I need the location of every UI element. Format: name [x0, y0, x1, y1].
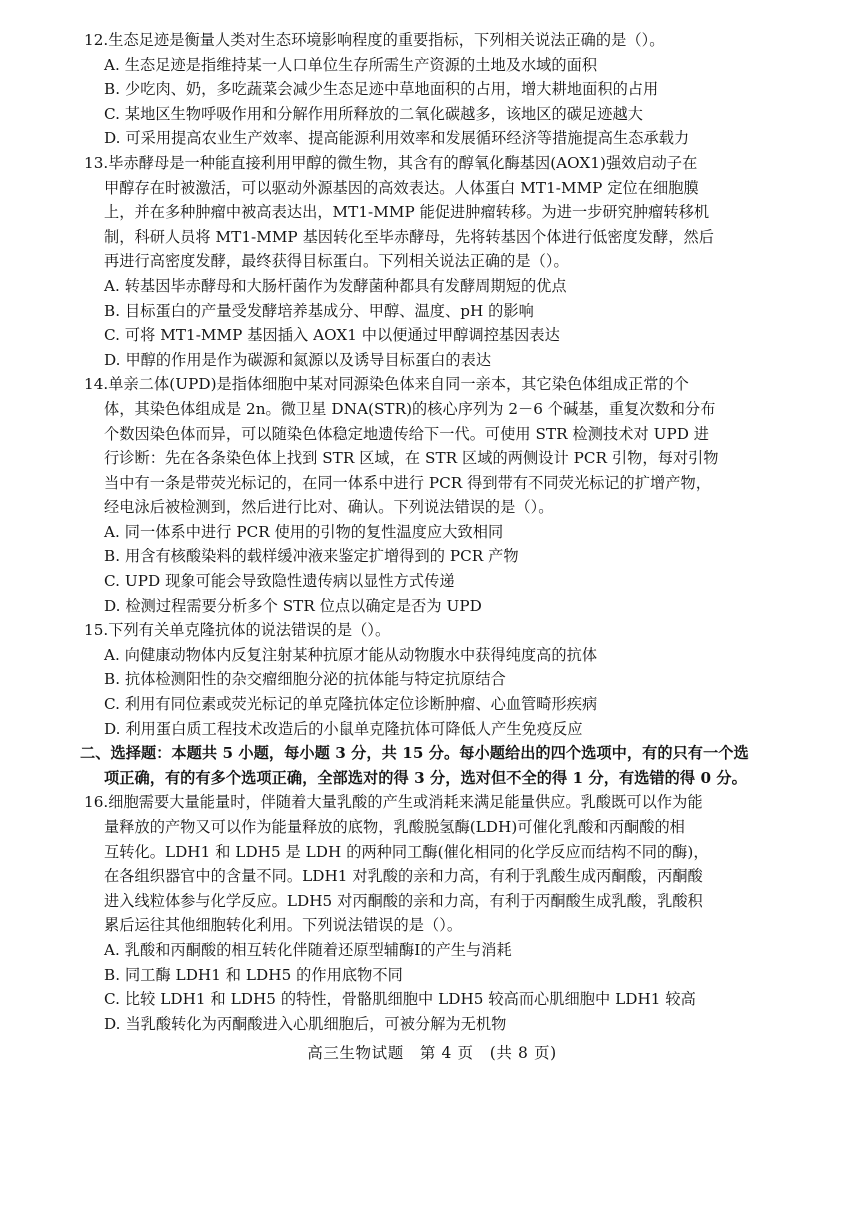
option-d: D. 检测过程需要分析多个 STR 位点以确定是否为 UPD: [104, 596, 482, 615]
question-stem-line: 累后运往其他细胞转化利用。下列说法错误的是（）。: [104, 916, 463, 935]
option-c: C. 利用有同位素或荧光标记的单克隆抗体定位诊断肿瘤、心血管畸形疾病: [104, 695, 598, 714]
option-a: A. 转基因毕赤酵母和大肠杆菌作为发酵菌种都具有发酵周期短的优点: [104, 276, 567, 295]
option-a: A. 乳酸和丙酮酸的相互转化伴随着还原型辅酶Ⅰ的产生与消耗: [104, 940, 512, 959]
option-d: D. 可采用提高农业生产效率、提高能源利用效率和发展循环经济等措施提高生态承载力: [104, 129, 690, 148]
question-stem-line: 甲醇存在时被激活，可以驱动外源基因的高效表达。人体蛋白 MT1-MMP 定位在细胞膜: [104, 178, 699, 197]
question-stem-line: 在各组织器官中的含量不同。LDH1 对乳酸的亲和力高，有利于乳酸生成丙酮酸，丙酮酸: [104, 867, 703, 886]
option-c: C. 某地区生物呼吸作用和分解作用所释放的二氧化碳越多，该地区的碳足迹越大: [104, 104, 643, 123]
option-d: D. 利用蛋白质工程技术改造后的小鼠单克隆抗体可降低人产生免疫反应: [104, 719, 583, 738]
question-stem-line: 当中有一条是带荧光标记的，在同一体系中进行 PCR 得到带有不同荧光标记的扩增产物，: [104, 473, 711, 492]
question-stem-line: 13.毕赤酵母是一种能直接利用甲醇的微生物，其含有的醇氧化酶基因(AOX1)强效启动子在: [84, 153, 698, 172]
question-15: [84, 618, 790, 741]
question-stem: 15.下列有关单克隆抗体的说法错误的是（）。: [84, 621, 391, 640]
option-b: B. 目标蛋白的产量受发酵培养基成分、甲醇、温度、pH 的影响: [104, 301, 534, 320]
question-stem-line: 行诊断：先在各条染色体上找到 STR 区域，在 STR 区域的两侧设计 PCR 引物，每对引物: [104, 449, 719, 468]
option-a: A. 向健康动物体内反复注射某种抗原才能从动物腹水中获得纯度高的抗体: [104, 645, 598, 664]
question-16: [84, 790, 790, 1036]
question-stem-line: 14.单亲二体(UPD)是指体细胞中某对同源染色体来自同一亲本，其它染色体组成正常的个: [84, 375, 689, 394]
question-stem-line: 经电泳后被检测到，然后进行比对、确认。下列说法错误的是（）。: [104, 498, 554, 517]
section-heading-line: 项正确，有的有多个选项正确，全部选对的得 3 分，选对但不全的得 1 分，有选错的得 0 分。: [104, 768, 747, 787]
question-stem-line: 互转化。LDH1 和 LDH5 是 LDH 的两种同工酶(催化相同的化学反应而结构不同的酶)，: [104, 842, 709, 861]
question-stem-line: 16.细胞需要大量能量时，伴随着大量乳酸的产生或消耗来满足能量供应。乳酸既可以作为能: [84, 793, 703, 812]
option-d: D. 甲醇的作用是作为碳源和氮源以及诱导目标蛋白的表达: [104, 350, 492, 369]
question-13: [84, 151, 790, 372]
section-heading-line: 二、选择题：本题共 5 小题，每小题 3 分，共 15 分。每小题给出的四个选项中，有的只有一个选: [80, 744, 749, 763]
option-c: C. 可将 MT1-MMP 基因插入 AOX1 中以便通过甲醇调控基因表达: [104, 326, 560, 345]
question-stem-line: 再进行高密度发酵，最终获得目标蛋白。下列相关说法正确的是（）。: [104, 252, 569, 271]
question-14: [84, 372, 790, 618]
question-stem-line: 上，并在多种肿瘤中被高表达出，MT1-MMP 能促进肿瘤转移。为进一步研究肿瘤转移机: [104, 203, 710, 222]
question-stem: 12.生态足迹是衡量人类对生态环境影响程度的重要指标，下列相关说法正确的是（）。: [84, 31, 665, 49]
option-c: C. 比较 LDH1 和 LDH5 的特性，骨骼肌细胞中 LDH5 较高而心肌细胞中 LDH1 较高: [104, 990, 696, 1009]
option-a: A. 生态足迹是指维持某一人口单位生存所需生产资源的土地及水域的面积: [104, 55, 598, 74]
question-stem-line: 个数因染色体而异，可以随染色体稳定地遗传给下一代。可使用 STR 检测技术对 UPD 进: [104, 424, 710, 443]
option-b: B. 同工酶 LDH1 和 LDH5 的作用底物不同: [104, 965, 403, 984]
page-footer: 高三生物试题 第 4 页 (共 8 页): [307, 1044, 557, 1063]
section-2-heading: [80, 741, 790, 790]
option-b: B. 抗体检测阳性的杂交瘤细胞分泌的抗体能与特定抗原结合: [104, 670, 506, 689]
option-b: B. 少吃肉、奶，多吃蔬菜会减少生态足迹中草地面积的占用，增大耕地面积的占用: [104, 80, 659, 99]
question-stem-line: 制，科研人员将 MT1-MMP 基因转化至毕赤酵母，先将转基因个体进行低密度发酵，然后: [104, 227, 714, 246]
option-a: A. 同一体系中进行 PCR 使用的引物的复性温度应大致相同: [104, 522, 504, 541]
question-12: [84, 28, 790, 151]
question-stem-line: 量释放的产物又可以作为能量释放的底物，乳酸脱氢酶(LDH)可催化乳酸和丙酮酸的相: [104, 818, 685, 836]
question-stem-line: 体，其染色体组成是 2n。微卫星 DNA(STR)的核心序列为 2－6 个碱基，重复次数和分布: [104, 399, 716, 418]
question-stem-line: 进入线粒体参与化学反应。LDH5 对丙酮酸的亲和力高，有利于丙酮酸生成乳酸，乳酸积: [104, 891, 703, 910]
option-c: C. UPD 现象可能会导致隐性遗传病以显性方式传递: [104, 572, 455, 591]
option-b: B. 用含有核酸染料的载样缓冲液来鉴定扩增得到的 PCR 产物: [104, 547, 519, 566]
option-d: D. 当乳酸转化为丙酮酸进入心肌细胞后，可被分解为无机物: [104, 1014, 507, 1033]
